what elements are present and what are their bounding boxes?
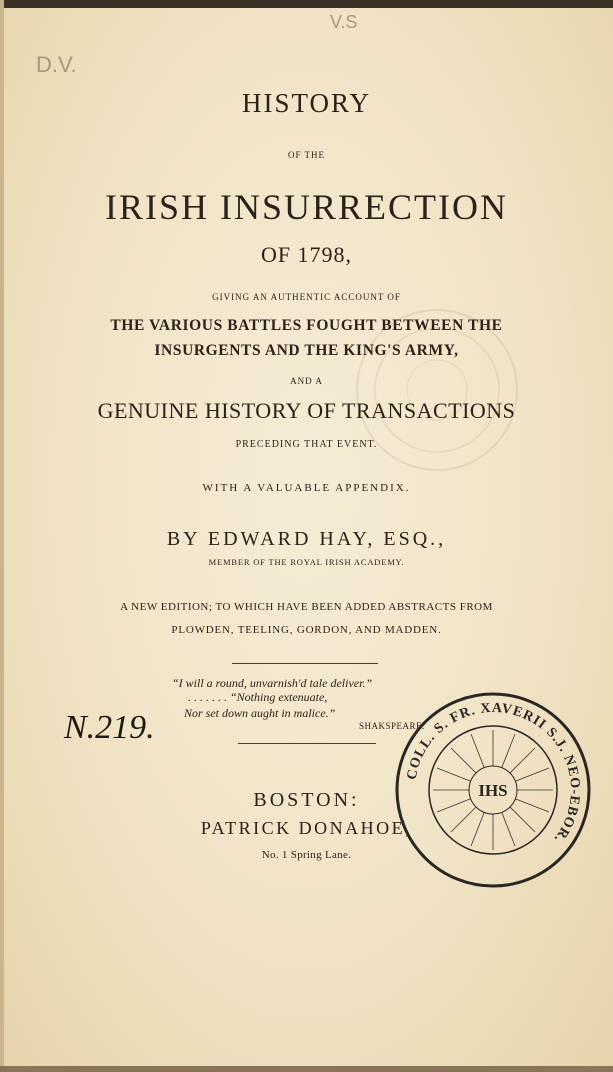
- divider-rule-top: [232, 663, 378, 664]
- title-subject: IRISH INSURRECTION: [104, 187, 508, 227]
- edition-sources: PLOWDEN, TEELING, GORDON, AND MADDEN.: [171, 624, 442, 636]
- page-top-edge: [0, 0, 613, 8]
- imprint-address: No. 1 Spring Lane.: [261, 849, 352, 861]
- pencil-mark: V.S: [330, 12, 358, 32]
- svg-text:COLL. S. FR. XAVERII S.J. NEO: COLL. S. FR. XAVERII S.J. NEO-EBOR.: [404, 700, 583, 847]
- title-year: OF 1798,: [260, 242, 353, 267]
- title-of-the: OF THE: [287, 150, 326, 160]
- pencil-mark: D.V.: [36, 52, 77, 77]
- epigraph-line1: “I will a round, unvarnish'd tale deliver.”: [172, 676, 373, 690]
- epigraph-line3: Nor set down aught in malice.”: [184, 706, 336, 720]
- edition-note: A NEW EDITION; TO WHICH HAVE BEEN ADDED ABSTRACTS FROM: [120, 601, 493, 613]
- author-line: BY EDWARD HAY, ESQ.,: [166, 528, 447, 550]
- subtitle-preceding: PRECEDING THAT EVENT.: [235, 439, 378, 450]
- subtitle-battles-line1: THE VARIOUS BATTLES FOUGHT BETWEEN THE: [110, 317, 503, 334]
- title-history: HISTORY: [241, 88, 372, 118]
- subtitle-battles-line2: INSURGENTS AND THE KING'S ARMY,: [154, 342, 459, 359]
- divider-rule-bottom: [238, 743, 376, 744]
- imprint-city: BOSTON:: [253, 789, 360, 811]
- subtitle-and-a: AND A: [290, 376, 323, 386]
- epigraph-line2: . . . . . . . “Nothing extenuate,: [188, 690, 328, 704]
- imprint-publisher: PATRICK DONAHOE,: [200, 818, 413, 838]
- epigraph-attribution: SHAKSPEARE.: [359, 721, 425, 731]
- accession-number-handwritten: N.219.: [64, 709, 155, 746]
- svg-text:IHS: IHS: [478, 781, 508, 800]
- subtitle-genuine-history: GENUINE HISTORY OF TRANSACTIONS: [97, 398, 516, 423]
- subtitle-appendix: WITH A VALUABLE APPENDIX.: [202, 482, 411, 494]
- author-affiliation: MEMBER OF THE ROYAL IRISH ACADEMY.: [208, 557, 405, 567]
- subtitle-giving: GIVING AN AUTHENTIC ACCOUNT OF: [212, 292, 401, 302]
- library-stamp: [393, 690, 593, 890]
- page-bottom-edge: [0, 1066, 613, 1072]
